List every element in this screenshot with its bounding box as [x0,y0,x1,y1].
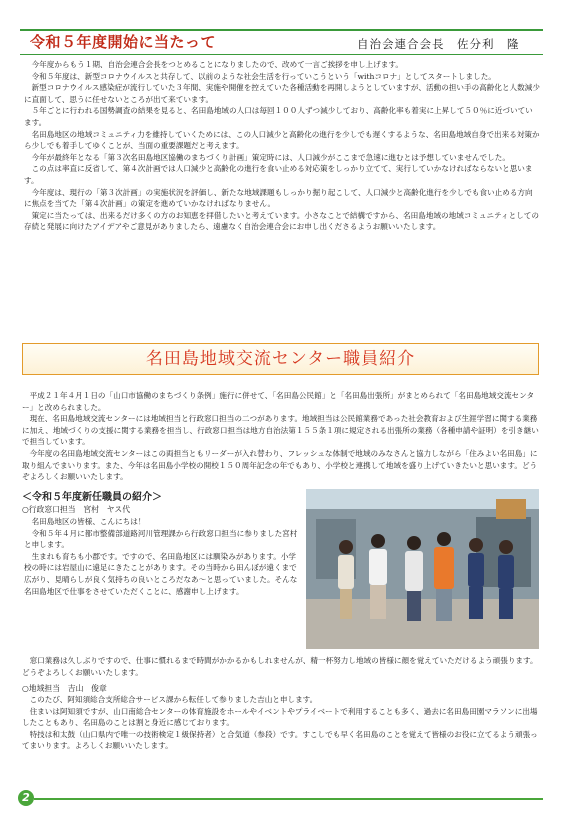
center-intro-body [22,390,540,483]
paragraph: 住まいは阿知須ですが、山口南総合センターの体育施設をホールやイベントやプライベートで利用することも多く、過去に名田島田園マラソンに出場したこともあり、名田島のことは割と身近に感じております。 [22,706,538,728]
staff1-closing [22,655,540,678]
paragraph: 今年が最終年となる「第３次名田島地区協働のまちづくり計画」策定時には、人口減少がここまで急速に進むとは予想していませんでした。 [31,152,510,162]
staff2-body [22,694,540,752]
paragraph: この点は率直に反省して、第４次計画では人口減少と高齢化の進行を食い止める対応策をしっかり立てて、実行していかなければならないと思います。 [24,164,533,185]
article-author: 自治会連合会長 佐分利 隆 [357,37,520,51]
article-title: 令和５年度開始に当たって [30,33,217,51]
paragraph: 窓口業務は久しぶりですので、仕事に慣れるまで時間がかかるかもしれませんが、精一杯努力し地域の皆様に顔を覚えていただけるよう頑張ります。どうぞよろしくお願いいたします。 [22,656,538,677]
paragraph: 今年度からもう１期、自治会連合会長をつとめることになりましたので、改めて一言ご挨拶を申し上げます。 [31,60,403,69]
paragraph: 名田島地区の皆様、こんにちは！ [31,517,146,526]
banner-title: 名田島地域交流センター職員紹介 [145,349,416,369]
new-staff-heading: ＜令和５年度新任職員の紹介＞ [22,492,162,503]
staff-group-photo-image [306,489,539,649]
paragraph: 特技は和太鼓（山口県内で唯一の技術検定１級保持者）と合気道（参段）です。すこしでも早く名田島のことを覚えて皆様のお役に立てるよう頑張ってまいります。よろしくお願いいたします。 [22,729,538,751]
paragraph: このたび、阿知須総合支所総合サービス課から転任して参りました吉山と申します。 [29,695,318,704]
paragraph: 策定に当たっては、出来るだけ多くの方のお知恵を拝借したいと考えています。小さなことで結構ですから、名田島地域の地域コミュニティとしての存続と発展に向けたアイデアやご意見がありましたら、遠慮なく自治会連合会にお申し出くださるようお願いいたします。 [24,210,539,232]
paragraph: 新型コロナウイルス感染症が流行していた３年間、実施や開催を控えていた各種活動を再開しようとしていますが、活動の担い手の高齢化と人数減少に直面して、思うに任せないところが出て来ています。 [24,83,540,104]
staff2-label: ○地域担当 吉山 俊章 [22,684,107,693]
staff1-body [24,516,298,597]
paragraph: 今年度の名田島地域交流センターはこの両担当ともリーダーが入れ替わり、フレッシュな体制で地域のみなさんと協力しながら「住みよい名田島」に取り組んでまいります。また、今年は名田島小学校の開校１５０周年記念の年でもあり、小学校と連携して地域を盛り上げていきたいと思います。どうぞよろしくお願いいたします。 [22,448,538,482]
paragraph: 平成２１年４月１日の「山口市協働のまちづくり条例」施行に併せて、「名田島公民館」と「名田島出張所」がまとめられて「名田島地域交流センター」と改められました。 [22,391,535,412]
paragraph: ５年ごとに行われる国勢調査の結果を見ると、名田島地域の人口は毎回１００人ずつ減少しており、高齢化率も着実に上昇して５０％に近づいています。 [24,106,533,127]
paragraph: 今年度は、現行の「第３次計画」の実施状況を評価し、新たな地域課題もしっかり掘り起こして、人口減少と高齢化進行を少しでも食い止める方向に焦点を当てた「第４次計画」の策定を進めていかなければなりません。 [24,187,533,209]
staff1-label: ○行政窓口担当 宮村 ヤス代 [22,505,131,514]
footer-rule [34,798,543,800]
staff-group-photo [306,489,539,649]
paragraph: 名田島地区の地域コミュニティ力を維持していくためには、この人口減少と高齢化の進行を少しでも遅くするような、名田島地域自身で出来る対策から少しでも着手してゆくことが、当面の重要課題だと考えます。 [24,129,540,151]
header-bottom-rule [20,54,543,55]
page-number: 2 [18,790,34,806]
paragraph: 令和５年４月に都市整備部道路河川管理課から行政窓口担当に参りました宮村と申します。 [24,528,298,550]
greeting-article-body [24,59,540,233]
paragraph: 生まれも育ちも小郡です。ですので、名田島地区には馴染みがあります。小学校の時には岩屋山に遠足にきたことがあります。その当時から田んぼが遠くまで広がり、見晴らしが良く気持ちの良いところだなあ〜と思っていました。そんな名田島地区で仕事をさせていただくことに、感謝申し上げます。 [24,551,298,596]
paragraph: 現在、名田島地域交流センターには地域担当と行政窓口担当の二つがあります。地域担当は公民館業務であった社会教育および生涯学習に関する業務に加え、地域づくりの支援に関する業務を担当し、行政窓口担当は地方自治法第１５５条１項に規定される出張所の業務（各種申請や証明）を引き継いで担当しています。 [22,414,539,447]
staff-intro-banner [22,343,539,375]
paragraph: 令和５年度は、新型コロナウイルスと共存して、以前のような社会生活を行っていこうという「withコロナ」としてスタートしました。 [31,71,496,81]
